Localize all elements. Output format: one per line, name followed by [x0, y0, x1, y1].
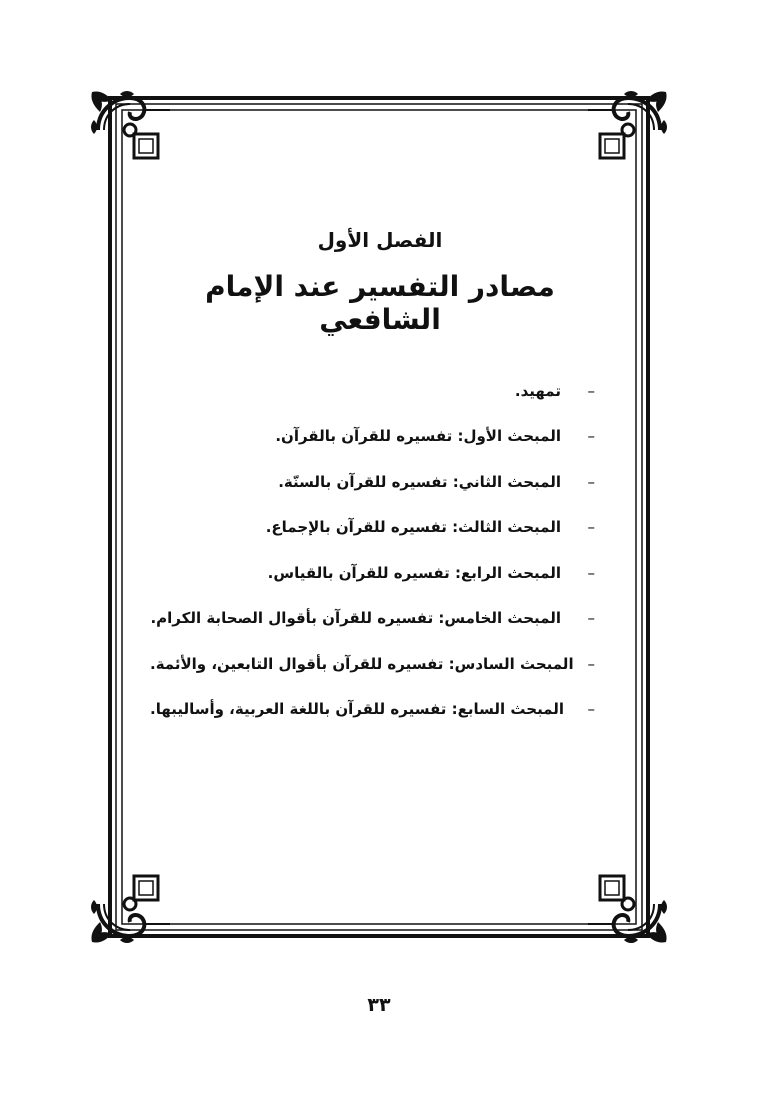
toc-item	[150, 368, 595, 414]
list-dash: –	[587, 518, 595, 537]
list-dash: –	[587, 472, 595, 491]
toc-item	[150, 550, 595, 596]
toc-item	[150, 687, 595, 733]
toc-item-text: المبحث الثاني: تفسيره للقرآن بالسنّة.	[278, 472, 561, 491]
page-number: ٣٣	[367, 994, 391, 1016]
toc-item	[150, 641, 595, 687]
list-dash: –	[587, 609, 595, 628]
corner-ornament-bottom-left	[91, 864, 170, 943]
list-dash: –	[587, 700, 595, 719]
corner-ornament-top-right	[588, 91, 667, 170]
list-dash: –	[587, 381, 595, 400]
toc-item	[150, 414, 595, 460]
toc-item-text: المبحث السادس: تفسيره للقرآن بأقوال التابعين، والأئمة.	[150, 654, 574, 673]
toc-item-text: تمهيد.	[514, 381, 561, 400]
toc-item-text: المبحث الخامس: تفسيره للقرآن بأقوال الصحابة الكرام.	[150, 609, 561, 628]
table-of-contents	[150, 368, 595, 732]
corner-ornament-top-left	[91, 91, 170, 170]
toc-item-text: المبحث الأول: تفسيره للقرآن بالقرآن.	[275, 427, 561, 446]
toc-item-text: المبحث الثالث: تفسيره للقرآن بالإجماع.	[265, 518, 561, 537]
toc-item-text: المبحث الرابع: تفسيره للقرآن بالقياس.	[267, 563, 561, 582]
toc-item	[150, 596, 595, 642]
chapter-label: الفصل الأول	[317, 228, 443, 252]
chapter-title: مصادر التفسير عند الإمام الشافعي	[205, 270, 555, 336]
toc-item	[150, 459, 595, 505]
list-dash: –	[587, 654, 595, 673]
toc-item	[150, 505, 595, 551]
list-dash: –	[587, 427, 595, 446]
toc-item-text: المبحث السابع: تفسيره للقرآن باللغة العربية، وأساليبها.	[150, 700, 565, 719]
list-dash: –	[587, 563, 595, 582]
corner-ornament-bottom-right	[588, 864, 667, 943]
